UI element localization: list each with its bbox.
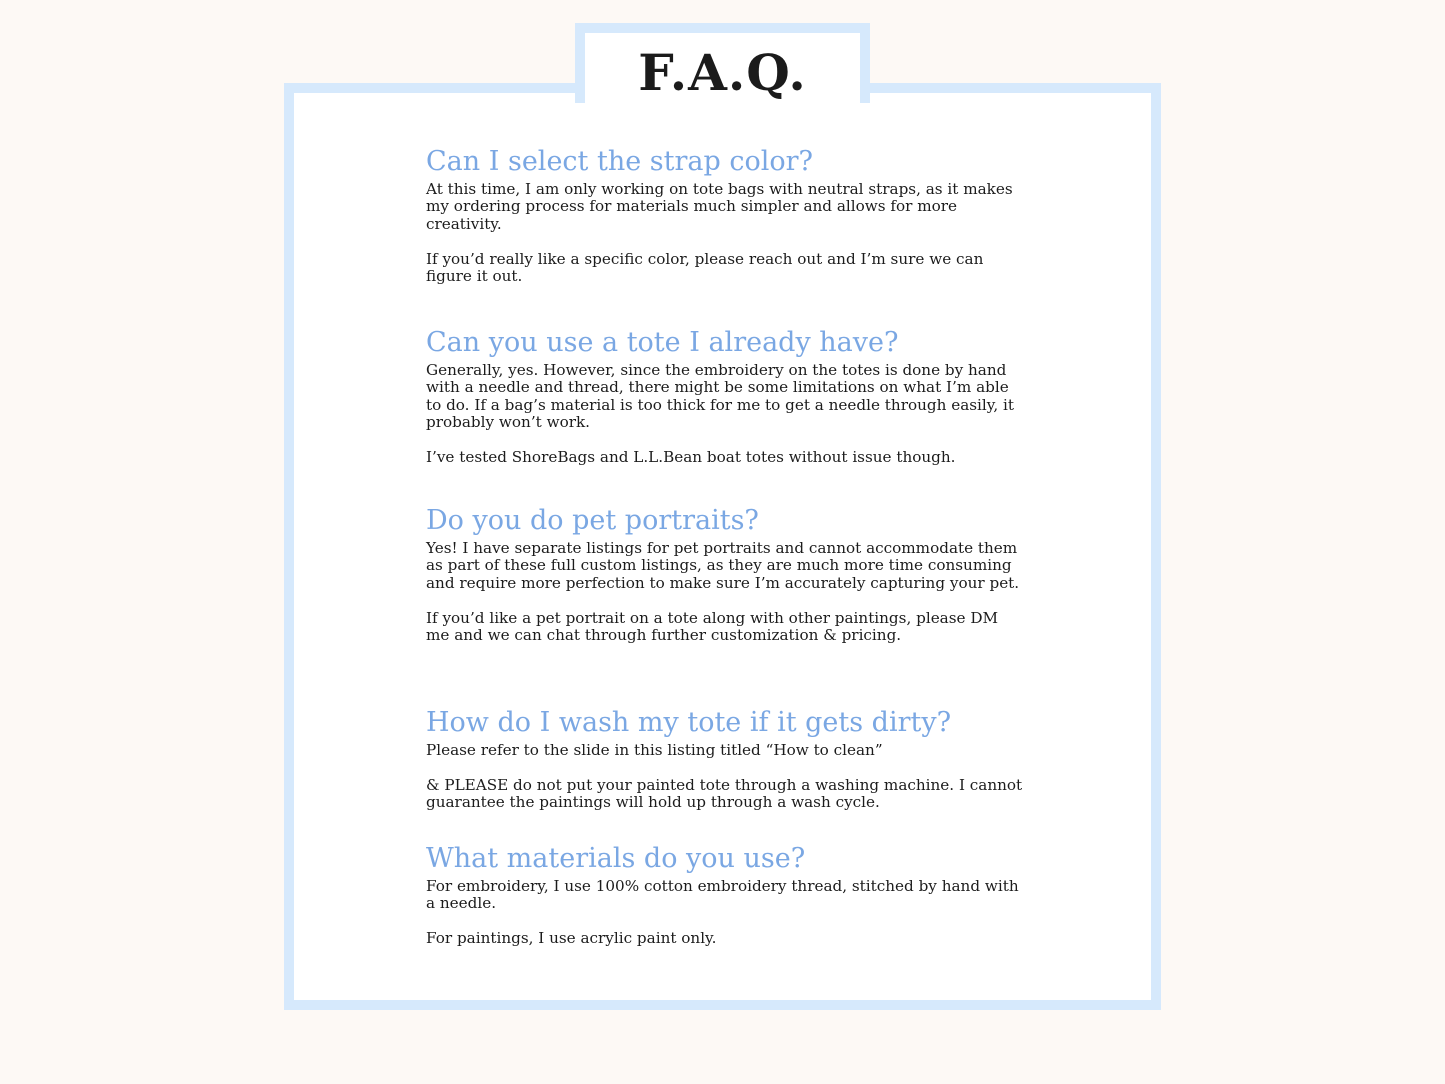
faq-answer: If you’d really like a specific color, please reach out and I’m sure we can figure it out. xyxy=(426,249,984,286)
faq-answer: & PLEASE do not put your painted tote through a washing machine. I cannot guarantee the paintings will hold up through a wash cycle. xyxy=(426,775,1023,812)
faq-item-own-tote xyxy=(426,327,1026,466)
faq-answer: For embroidery, I use 100% cotton embroidery thread, stitched by hand with a needle. xyxy=(426,877,1019,913)
faq-question: How do I wash my tote if it gets dirty? xyxy=(426,707,952,738)
faq-answer: If you’d like a pet portrait on a tote along with other paintings, please DM me and we can chat through further customization & pricing. xyxy=(426,608,999,645)
faq-answer: I’ve tested ShoreBags and L.L.Bean boat totes without issue though. xyxy=(426,448,956,467)
faq-question: What materials do you use? xyxy=(426,843,806,874)
page-title: F.A.Q. xyxy=(638,43,807,102)
faq-item-pet-portraits xyxy=(426,505,1026,644)
faq-item-washing xyxy=(426,707,1026,812)
faq-item-strap-color xyxy=(426,146,1026,285)
faq-question: Can I select the strap color? xyxy=(426,146,814,177)
faq-item-materials xyxy=(426,843,1026,948)
faq-question: Can you use a tote I already have? xyxy=(426,327,899,358)
faq-answer: At this time, I am only working on tote bags with neutral straps, as it makes my ordering process for materials much simpler and allows for more creativity. xyxy=(426,180,1013,233)
faq-answer: Generally, yes. However, since the embroidery on the totes is done by hand with a needle and thread, there might be some limitations on what I’m able to do. If a bag’s material is too thick for me to get a needle through easily, it probably won’t work. xyxy=(426,361,1014,432)
faq-question: Do you do pet portraits? xyxy=(426,505,759,536)
faq-answer: Yes! I have separate listings for pet portraits and cannot accommodate them as part of these full custom listings, as they are much more time consuming and require more perfection to make sure I’m accurately capturing your pet. xyxy=(426,539,1020,592)
faq-answer: For paintings, I use acrylic paint only. xyxy=(426,929,717,948)
faq-answer: Please refer to the slide in this listing titled “How to clean” xyxy=(426,741,883,759)
